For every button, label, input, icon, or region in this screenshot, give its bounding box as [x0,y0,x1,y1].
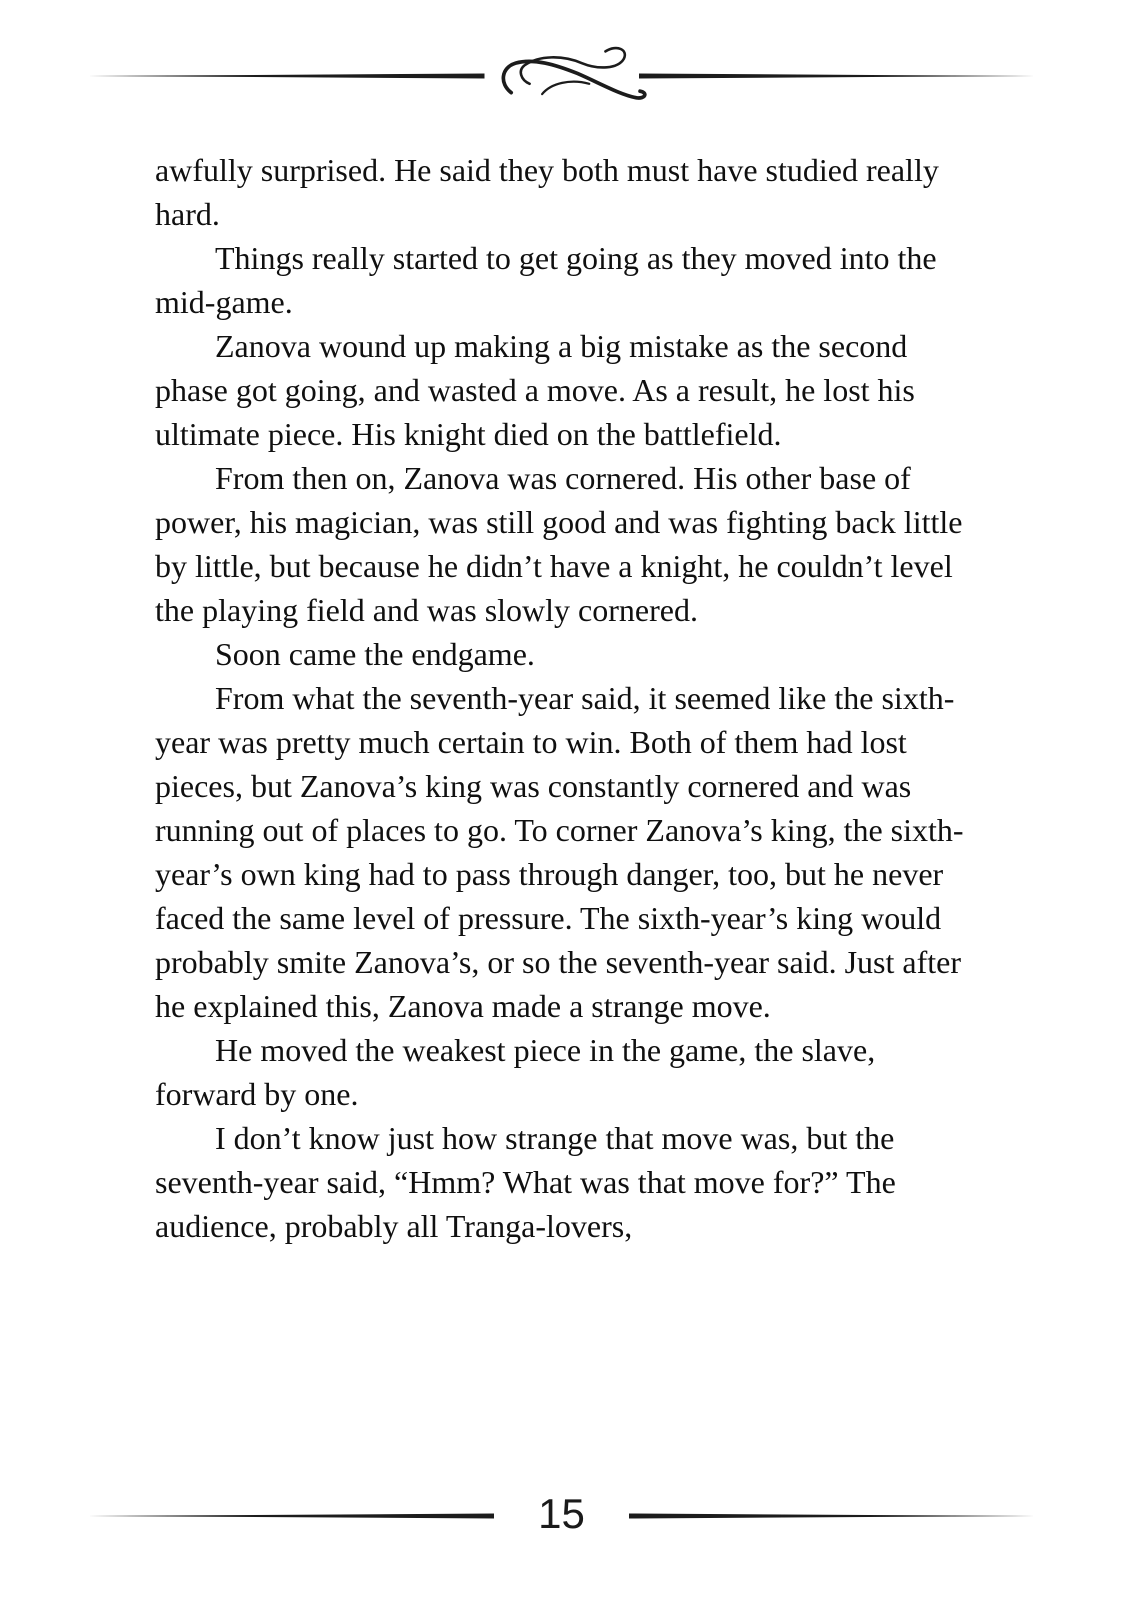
paragraph: Things really started to get going as they moved into the mid-game. [155,240,937,320]
header-divider-line-left [88,69,485,83]
paragraph: I don’t know just how strange that move was, but the seventh-year said, “Hmm? What was that move for?” The audience, probably all Tranga-lovers, [155,1120,896,1244]
footer-divider [0,1472,1123,1560]
header-divider [0,12,1123,140]
paragraph: awfully surprised. He said they both must have studied really hard. [155,152,939,232]
page-text [155,148,983,1248]
page-number: 15 [538,1490,585,1537]
paragraph: From then on, Zanova was cornered. His other base of power, his magician, was still good and was fighting back little by little, but because he didn’t have a knight, he couldn’t level the playing field and was slowly cornered. [155,460,963,628]
paragraph: Soon came the endgame. [215,636,535,672]
paragraph: Zanova wound up making a big mistake as the second phase got going, and wasted a move. As a result, he lost his ultimate piece. His knight died on the battlefield. [155,328,915,452]
flourish-ornament-icon [495,24,657,120]
paragraph: He moved the weakest piece in the game, the slave, forward by one. [155,1032,876,1112]
header-divider-line-right [639,69,1036,83]
footer-divider-line-left [88,1509,494,1523]
paragraph: From what the seventh-year said, it seemed like the sixth-year was pretty much certain to win. Both of them had lost pieces, but Zanova’s king was constantly cornered and was running out of places to go. To corner Zanova’s king, the sixth-year’s own king had to pass through danger, too, but he never faced the same level of pressure. The sixth-year’s king would probably smite Zanova’s, or so the seventh-year said. Just after he explained this, Zanova made a strange move. [155,680,964,1024]
footer-divider-line-right [629,1509,1035,1523]
